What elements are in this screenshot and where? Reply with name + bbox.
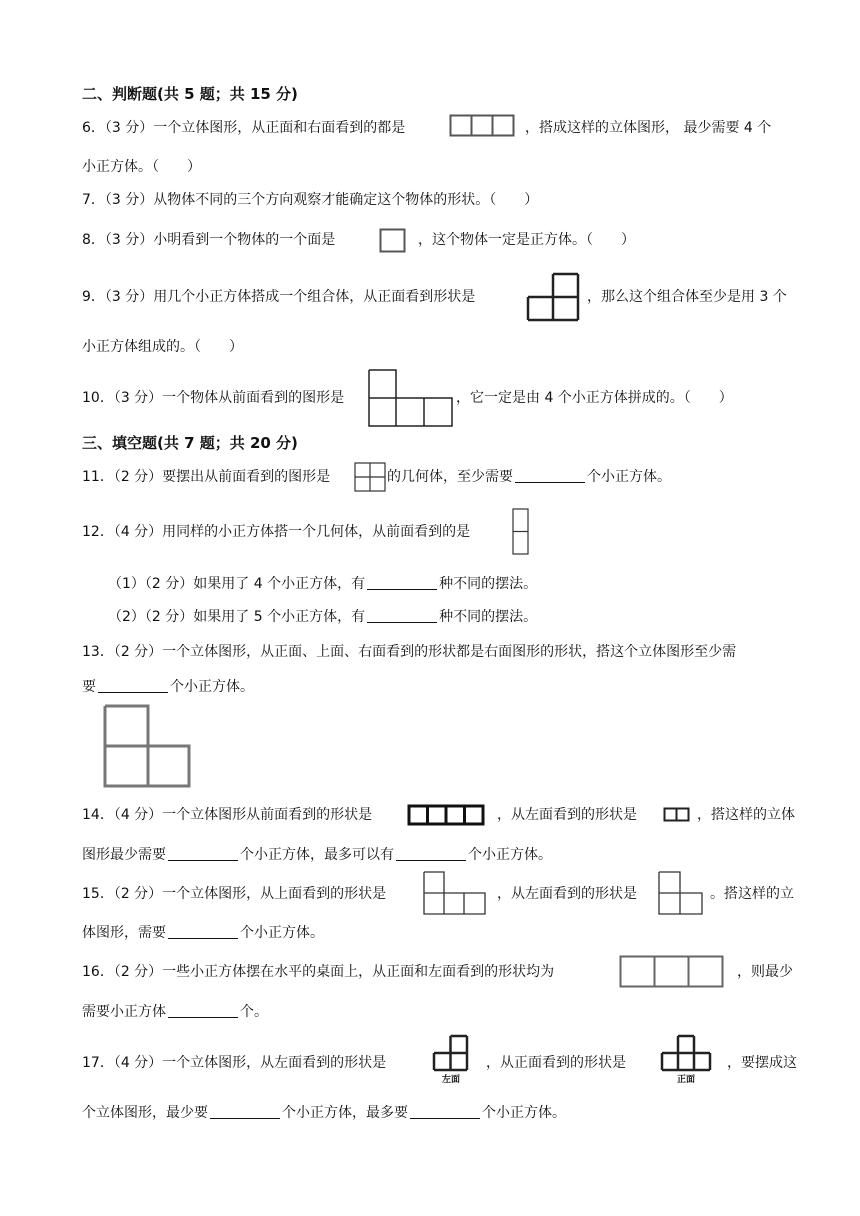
- q9-text-a: 9．（3 分）用几个小正方体搭成一个组合体，从正面看到形状是: [82, 289, 476, 305]
- q17-text-d: 个立体图形，最少要: [82, 1105, 208, 1121]
- q6-text-a: 6．（3 分）一个立体图形，从正面和右面看到的都是: [82, 120, 406, 136]
- q13-text-b: 要: [82, 679, 96, 695]
- q15-text-d: 体图形，需要: [82, 925, 166, 941]
- q17-figure-front-view: [660, 1034, 712, 1086]
- q8-text-b: ，这个物体一定是正方体。（ ）: [418, 232, 635, 248]
- question-6-line1: [82, 118, 405, 138]
- q12-figure-two-stacked: [512, 508, 530, 556]
- q13-answer-blank[interactable]: [98, 678, 168, 693]
- q12-sub2-answer-blank[interactable]: [367, 608, 437, 623]
- q17-label-front: 正面: [676, 1075, 695, 1085]
- q11-figure-grid: [354, 462, 386, 492]
- q17-text-f: 个小正方体。: [482, 1105, 566, 1121]
- q13-text-c: 个小正方体。: [170, 679, 254, 695]
- q11-text-a: 11．（2 分）要摆出从前面看到的图形是: [82, 469, 331, 485]
- q15-text-b: ，从左面看到的形状是: [497, 886, 637, 902]
- q14-line2: [82, 845, 552, 865]
- q9-text-b: ，那么这个组合体至少是用 3 个: [587, 289, 787, 305]
- q17-text-e: 个小正方体，最多要: [282, 1105, 408, 1121]
- q15-text-a: 15．（2 分）一个立体图形，从上面看到的形状是: [82, 886, 387, 902]
- q17-text-b: ，从正面看到的形状是: [486, 1055, 626, 1071]
- q11-text-c: 个小正方体。: [587, 469, 671, 485]
- q17-text-a: 17．（4 分）一个立体图形，从左面看到的形状是: [82, 1055, 387, 1071]
- q12-text-a: 12．（4 分）用同样的小正方体搭一个几何体，从前面看到的是: [82, 524, 471, 540]
- q14-figure-four-squares: [407, 804, 485, 826]
- q6-figure-three-squares: [449, 114, 517, 138]
- q13-figure-l-shape: [103, 704, 191, 788]
- q17-figure-left-view: [432, 1034, 472, 1086]
- q16-text-b: ，则最少: [737, 964, 793, 980]
- question-7: 7．（3 分）从物体不同的三个方向观察才能确定这个物体的形状。（ ）: [82, 192, 539, 208]
- q12-sub2-text-a: （2）（2 分）如果用了 5 个小正方体，有: [108, 609, 366, 625]
- q12-sub1-text-a: （1）（2 分）如果用了 4 个小正方体，有: [108, 576, 366, 592]
- q16-text-a: 16．（2 分）一些小正方体摆在水平的桌面上，从正面和左面看到的形状均为: [82, 964, 555, 980]
- q14-answer-blank-max[interactable]: [396, 846, 466, 861]
- q10-text-a: 10．（3 分）一个物体从前面看到的图形是: [82, 390, 345, 406]
- q17-text-c: ，要摆成这: [727, 1055, 797, 1071]
- q11-answer-blank[interactable]: [515, 468, 585, 483]
- section-heading-fill-blank: 三、填空题(共 7 题；共 20 分): [82, 434, 298, 452]
- q9-figure-l-shape: [526, 272, 580, 322]
- q8-figure-square: [379, 228, 407, 254]
- q17-line2: [82, 1103, 566, 1123]
- q14-figure-two-squares: [663, 807, 691, 823]
- q15-figure-left-view: [658, 871, 704, 915]
- q6-text-c: 小正方体。（ ）: [82, 159, 201, 175]
- q11-text-b: 的几何体，至少需要: [387, 469, 513, 485]
- q14-text-c: ，搭这样的立体: [697, 807, 795, 823]
- q14-text-d: 图形最少需要: [82, 847, 166, 863]
- q8-text-a: 8．（3 分）小明看到一个物体的一个面是: [82, 232, 336, 248]
- q6-text-b: ，搭成这样的立体图形， 最少需要 4 个: [525, 120, 772, 136]
- q14-text-a: 14．（4 分）一个立体图形从前面看到的形状是: [82, 807, 373, 823]
- q14-text-f: 个小正方体。: [468, 847, 552, 863]
- q12-sub2-text-b: 种不同的摆法。: [439, 609, 538, 625]
- q15-figure-top-view: [423, 871, 487, 915]
- q11-line-rest: [387, 467, 671, 487]
- q13-line2: [82, 677, 254, 697]
- q9-text-c: 小正方体组成的。（ ）: [82, 339, 243, 355]
- q14-text-e: 个小正方体，最多可以有: [240, 847, 394, 863]
- q16-text-d: 个。: [240, 1004, 268, 1020]
- q12-sub1-answer-blank[interactable]: [367, 575, 437, 590]
- q16-figure-three-squares: [619, 955, 725, 989]
- q15-line2: [82, 923, 324, 943]
- section-heading-judgment: 二、判断题(共 5 题；共 15 分): [82, 85, 298, 103]
- q13-text-a: 13．（2 分）一个立体图形，从正面、上面、右面看到的形状都是右面图形的形状，搭这个立体图形至少需: [82, 644, 737, 660]
- q17-label-left: 左面: [441, 1075, 460, 1085]
- q12-sub1: [108, 574, 537, 594]
- q14-text-b: ，从左面看到的形状是: [497, 807, 637, 823]
- q15-answer-blank[interactable]: [168, 924, 238, 939]
- q15-text-c: 。搭这样的立: [710, 886, 794, 902]
- q10-figure-l-shape: [368, 369, 454, 427]
- q16-answer-blank[interactable]: [168, 1003, 238, 1018]
- q17-answer-blank-max[interactable]: [410, 1104, 480, 1119]
- q16-text-c: 需要小正方体: [82, 1004, 166, 1020]
- q14-answer-blank-min[interactable]: [168, 846, 238, 861]
- q17-answer-blank-min[interactable]: [210, 1104, 280, 1119]
- q10-text-b: ，它一定是由 4 个小正方体拼成的。（ ）: [456, 390, 733, 406]
- q16-line2: [82, 1002, 268, 1022]
- q12-sub2: [108, 607, 537, 627]
- q12-sub1-text-b: 种不同的摆法。: [439, 576, 538, 592]
- q15-text-e: 个小正方体。: [240, 925, 324, 941]
